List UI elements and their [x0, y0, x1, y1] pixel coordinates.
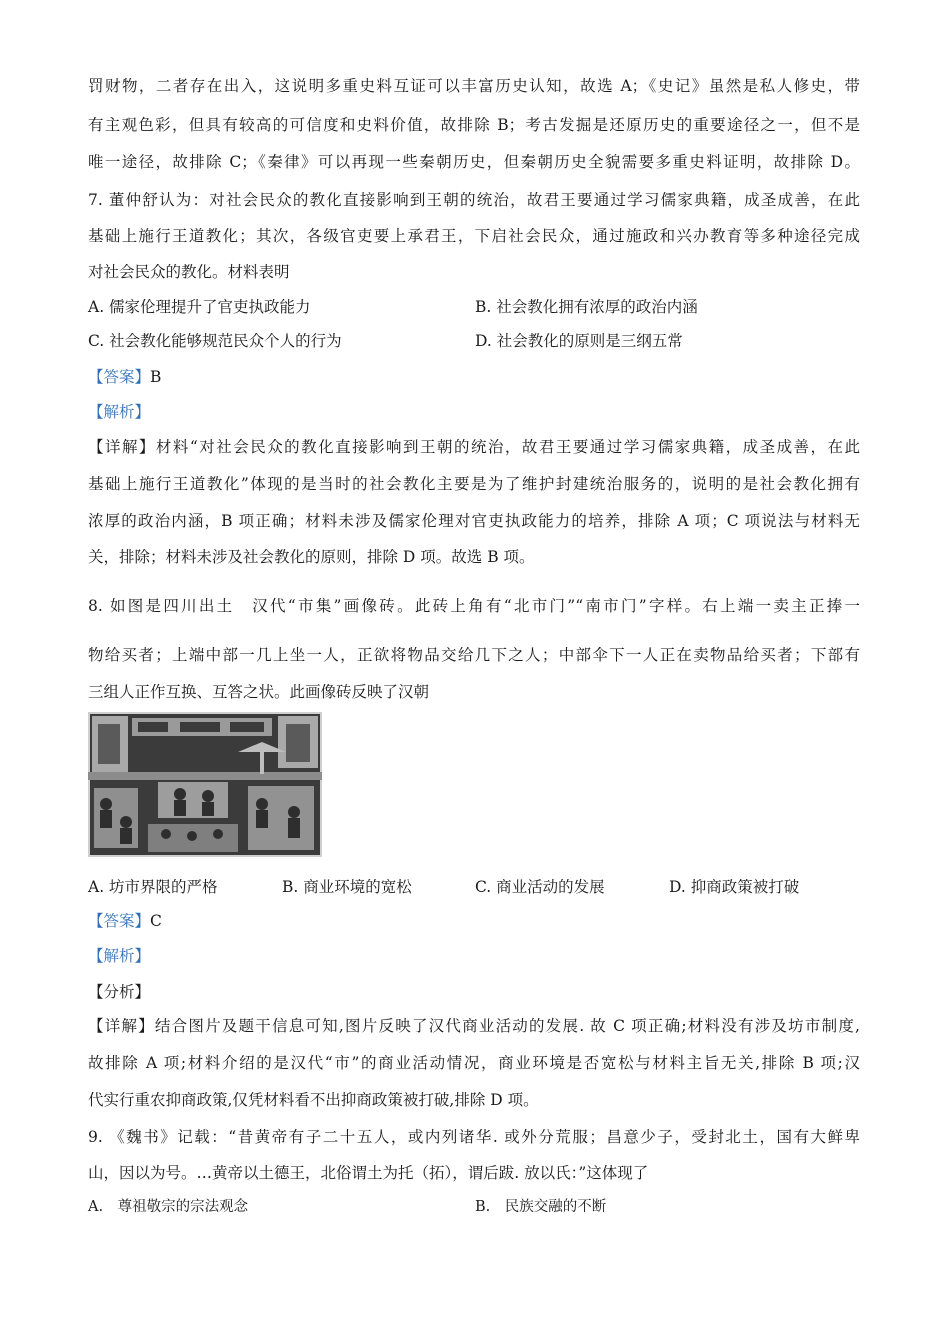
- han-market-brick-illustration: [88, 712, 322, 857]
- q9-option-b: B. 民族交融的不断: [475, 1199, 607, 1215]
- q7-option-b: B. 社会教化拥有浓厚的政治内涵: [475, 298, 698, 316]
- q7-analysis-tag: 【解析】: [88, 403, 151, 421]
- prev-answer-line-3: 唯一途径，故排除 C；《秦律》可以再现一些秦朝历史，但秦朝历史全貌需要多重史料证明，故排除 D。: [88, 153, 860, 171]
- q8-answer-tag: 【答案】: [88, 912, 151, 930]
- q9-option-a: A. 尊祖敬宗的宗法观念: [88, 1199, 249, 1215]
- q8-stem-line-3: 三组人正作互换、互答之状。此画像砖反映了汉朝: [88, 683, 430, 701]
- q7-detail-line-3: 浓厚的政治内涵，B 项正确；材料未涉及儒家伦理对官吏执政能力的培养，排除 A 项；C 项说法与材料无: [88, 512, 860, 530]
- q7-detail-tag: 【详解】: [88, 438, 156, 456]
- q7-answer-value: B: [150, 368, 162, 386]
- q7-stem-line-3: 对社会民众的教化。材料表明: [88, 263, 290, 281]
- q7-detail-line-1: [88, 437, 860, 457]
- q8-detail-line-2: 故排除 A 项;材料介绍的是汉代“市”的商业活动情况，商业环境是否宽松与材料主旨无关,排除 B 项;汉: [88, 1054, 860, 1072]
- han-market-brick-image: [88, 712, 322, 857]
- q7-stem-line-1: 7. 董仲舒认为：对社会民众的教化直接影响到王朝的统治，故君王要通过学习儒家典籍，成圣成善，在此: [88, 191, 860, 209]
- q8-stem-line-2: 物给买者；上端中部一几上坐一人，正欲将物品交给几下之人；中部伞下一人正在卖物品给买者；下部有: [88, 646, 860, 664]
- q7-detail-line-4: 关，排除；材料未涉及社会教化的原则，排除 D 项。故选 B 项。: [88, 548, 535, 566]
- q9-stem-line-2: 山，因以为号。…黄帝以土德王，北俗谓土为托（拓），谓后跋. 放以氏：”这体现了: [88, 1164, 649, 1182]
- q8-detail-line-3: 代实行重农抑商政策,仅凭材料看不出抑商政策被打破,排除 D 项。: [88, 1091, 539, 1109]
- q8-detail-tag: 【详解】: [88, 1017, 155, 1035]
- q7-stem-line-2: 基础上施行王道教化；其次，各级官吏要上承君王，下启社会民众，通过施政和兴办教育等多种途径完成: [88, 227, 860, 245]
- prev-answer-line-2: 有主观色彩，但具有较高的可信度和史料价值，故排除 B；考古发掘是还原历史的重要途径之一，但不是: [88, 116, 860, 134]
- q7-option-a: A. 儒家伦理提升了官吏执政能力: [88, 298, 311, 316]
- q8-fenxi-tag: 【分析】: [88, 983, 151, 1001]
- q8-detail-text-1: 结合图片及题干信息可知,图片反映了汉代商业活动的发展. 故 C 项正确;材料没有涉及坊市制度,: [154, 1017, 860, 1035]
- q7-answer: [88, 367, 161, 387]
- q9-stem-line-1: 9. 《魏书》记载：“昔黄帝有子二十五人，或内列诸华. 或外分荒服；昌意少子，受封北土，国有大鲜卑: [88, 1128, 860, 1146]
- q7-option-d: D. 社会教化的原则是三纲五常: [475, 332, 683, 350]
- q8-stem-line-1: 8. 如图是四川出土 汉代“市集”画像砖。此砖上角有“北市门”“南市门”字样。右上端一卖主正捧一: [88, 597, 860, 615]
- q8-answer-value: C: [150, 912, 162, 930]
- q8-analysis-tag: 【解析】: [88, 947, 151, 965]
- q8-option-c: C. 商业活动的发展: [475, 878, 605, 896]
- q8-detail-line-1: [88, 1016, 860, 1036]
- q7-detail-text-1: 材料“对社会民众的教化直接影响到王朝的统治，故君王要通过学习儒家典籍，成圣成善，在此: [155, 438, 860, 456]
- q8-option-d: D. 抑商政策被打破: [669, 878, 800, 896]
- q8-option-a: A. 坊市界限的严格: [88, 878, 218, 896]
- prev-answer-line-1: 罚财物，二者存在出入，这说明多重史料互证可以丰富历史认知，故选 A；《史记》虽然是私人修史，带: [88, 77, 860, 95]
- q8-option-b: B. 商业环境的宽松: [282, 878, 412, 896]
- q7-option-c: C. 社会教化能够规范民众个人的行为: [88, 332, 342, 350]
- q7-detail-line-2: 基础上施行王道教化”体现的是当时的社会教化主要是为了维护封建统治服务的，说明的是社会教化拥有: [88, 475, 860, 493]
- q8-answer: [88, 911, 162, 931]
- q7-answer-tag: 【答案】: [88, 368, 151, 386]
